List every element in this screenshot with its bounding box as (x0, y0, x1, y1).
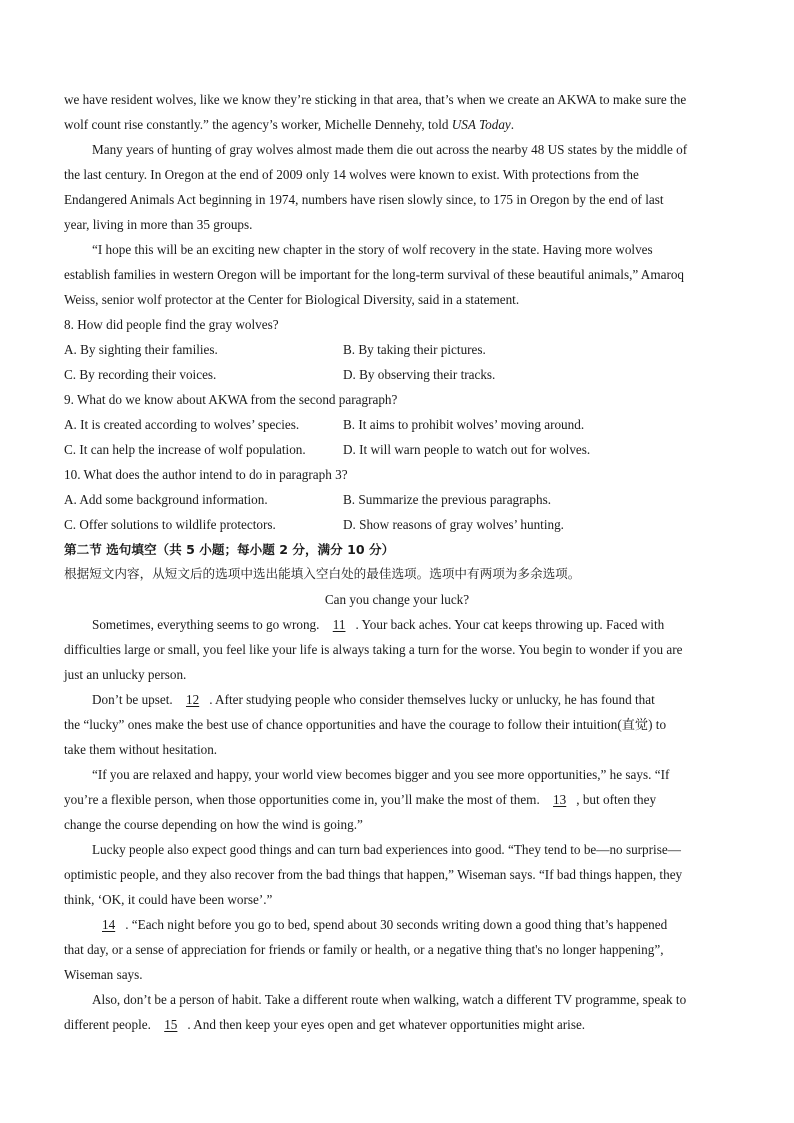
passage2-line: that day, or a sense of appreciation for friends or family or health, or a negative thing that's no longer happening”, (64, 942, 664, 957)
passage2-line (64, 1016, 730, 1034)
option-a: A. Add some background information. (64, 492, 268, 507)
section-heading: 第二节 选句填空（共 5 小题；每小题 2 分，满分 10 分） (64, 542, 395, 557)
passage-title: Can you change your luck? (324, 592, 470, 607)
passage1-line: establish families in western Oregon will be important for the long-term survival of these beautiful animals,” Amaroq (64, 267, 685, 282)
passage2-line: think, ‘OK, it could have been worse’.” (64, 892, 273, 907)
blank-14[interactable]: 14 (102, 917, 116, 932)
blank-11[interactable]: 11 (332, 617, 346, 632)
blank-12[interactable]: 12 (186, 692, 200, 707)
passage2-line: take them without hesitation. (64, 742, 218, 757)
passage2-line (92, 691, 730, 709)
text-run: . “Each night before you go to bed, spend about 30 seconds writing down a good thing that’s happened (125, 917, 668, 932)
text-run: . After studying people who consider themselves lucky or unlucky, he has found that (209, 692, 655, 707)
text-run: different people. (64, 1017, 155, 1032)
passage2-line: just an unlucky person. (64, 667, 187, 682)
passage2-line: the “lucky” ones make the best use of chance opportunities and have the courage to follow their intuition(直觉) to (64, 717, 667, 732)
passage1-line (64, 116, 730, 134)
question-stem: 8. How did people find the gray wolves? (64, 317, 279, 332)
text-run: you’re a flexible person, when those opportunities come in, you’ll make the most of them. (64, 792, 544, 807)
option-d: D. By observing their tracks. (343, 367, 496, 382)
question-stem: 10. What does the author intend to do in paragraph 3? (64, 467, 348, 482)
passage2-line (64, 791, 730, 809)
text-run: , but often they (576, 792, 657, 807)
passage1-line: we have resident wolves, like we know they’re sticking in that area, that’s when we create an AKWA to make sure the (64, 92, 687, 107)
newspaper-name: USA Today (451, 117, 511, 132)
text-run: . (510, 117, 515, 132)
question-stem: 9. What do we know about AKWA from the second paragraph? (64, 392, 398, 407)
passage1-line: the last century. In Oregon at the end of 2009 only 14 wolves were known to exist. With protections from the (64, 167, 639, 182)
option-d: D. Show reasons of gray wolves’ hunting. (343, 517, 564, 532)
passage2-line: Lucky people also expect good things and can turn bad experiences into good. “They tend to be—no surprise— (92, 842, 681, 857)
text-run: wolf count rise constantly.” the agency’s worker, Michelle Dennehy, told (64, 117, 452, 132)
option-b: B. It aims to prohibit wolves’ moving around. (343, 417, 585, 432)
passage2-line: optimistic people, and they also recover from the bad things that happen,” Wiseman says. “If bad things happen, they (64, 867, 683, 882)
option-c: C. Offer solutions to wildlife protectors. (64, 517, 276, 532)
passage1-line: Weiss, senior wolf protector at the Center for Biological Diversity, said in a statement. (64, 292, 520, 307)
passage2-line: Also, don’t be a person of habit. Take a different route when walking, watch a different TV programme, speak to (92, 992, 687, 1007)
passage1-line: “I hope this will be an exciting new chapter in the story of wolf recovery in the state. Having more wolves (92, 242, 653, 257)
passage1-line: Endangered Animals Act beginning in 1974, numbers have risen slowly since, to 175 in Oregon by the end of last (64, 192, 664, 207)
blank-15[interactable]: 15 (164, 1017, 178, 1032)
passage2-line (92, 916, 730, 934)
text-run: Sometimes, everything seems to go wrong. (92, 617, 323, 632)
passage2-line (92, 616, 730, 634)
option-d: D. It will warn people to watch out for wolves. (343, 442, 591, 457)
blank-13[interactable]: 13 (553, 792, 567, 807)
passage2-line: difficulties large or small, you feel like your life is always taking a turn for the worse. You begin to wonder if you are (64, 642, 683, 657)
option-c: C. It can help the increase of wolf population. (64, 442, 306, 457)
passage2-line: change the course depending on how the wind is going.” (64, 817, 363, 832)
passage2-line: Wiseman says. (64, 967, 143, 982)
passage1-line: Many years of hunting of gray wolves almost made them die out across the nearby 48 US states by the middle of (92, 142, 688, 157)
passage1-line: year, living in more than 35 groups. (64, 217, 253, 232)
text-run: . Your back aches. Your cat keeps throwing up. Faced with (355, 617, 665, 632)
option-b: B. Summarize the previous paragraphs. (343, 492, 552, 507)
option-b: B. By taking their pictures. (343, 342, 486, 357)
text-run: . And then keep your eyes open and get whatever opportunities might arise. (187, 1017, 586, 1032)
option-a: A. By sighting their families. (64, 342, 218, 357)
text-run: Don’t be upset. (92, 692, 176, 707)
option-c: C. By recording their voices. (64, 367, 217, 382)
option-a: A. It is created according to wolves’ species. (64, 417, 300, 432)
passage2-line: “If you are relaxed and happy, your world view becomes bigger and you see more opportunities,” he says. “If (92, 767, 670, 782)
section-instruction: 根据短文内容，从短文后的选项中选出能填入空白处的最佳选项。选项中有两项为多余选项。 (64, 566, 581, 581)
